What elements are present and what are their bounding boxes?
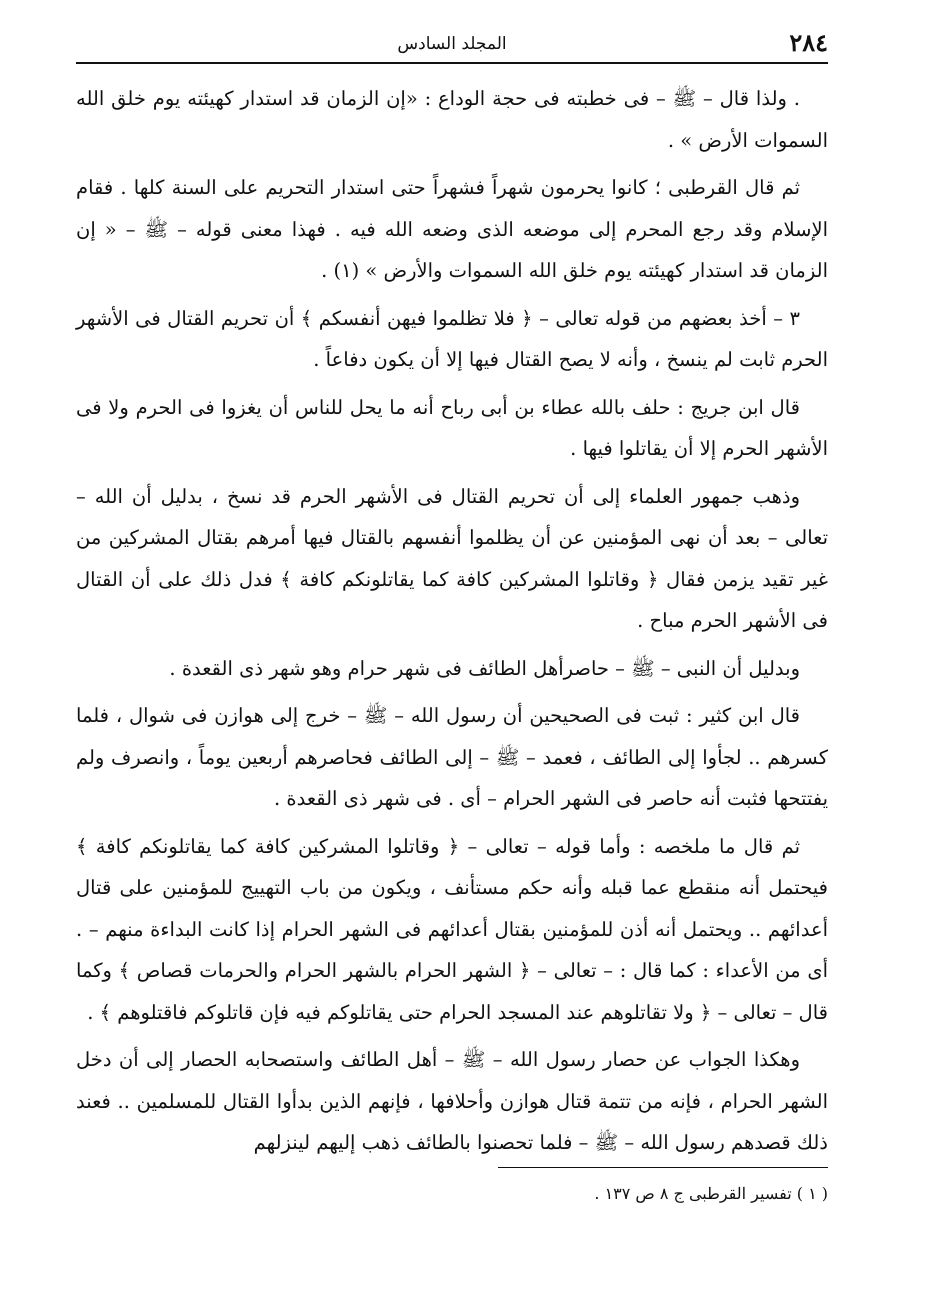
running-title: المجلد السادس bbox=[397, 34, 507, 54]
paragraph: ٣ – أخذ بعضهم من قوله تعالى – ﴿ فلا تظلموا فيهن أنفسكم ﴾ أن تحريم القتال فى الأشهر الحرم ثابت لم ينسخ ، وأنه لا يصح القتال فيها إلا أن يكون دفاعاً . bbox=[76, 306, 828, 371]
book-page bbox=[76, 24, 828, 1284]
page-header bbox=[76, 24, 828, 64]
paragraph: وبدليل أن النبى – ﷺ – حاصرأهل الطائف فى شهر حرام وهو شهر ذى القعدة . bbox=[169, 656, 800, 680]
page-number: ٢٨٤ bbox=[789, 28, 828, 57]
paragraph: قال ابن جريج : حلف بالله عطاء بن أبى رباح أنه ما يحل للناس أن يغزوا فى الحرم ولا فى الأشهر الحرم إلا أن يقاتلوا فيها . bbox=[76, 395, 828, 460]
footnote: ( ١ ) تفسير القرطبى ج ٨ ص ١٣٧ . bbox=[594, 1184, 828, 1203]
paragraph: وهكذا الجواب عن حصار رسول الله – ﷺ – أهل الطائف واستصحابه الحصار إلى أن دخل الشهر الحرام ، فإنه من تتمة قتال هوازن وأحلافها ، فإنهم الذين بدأوا القتال للمسلمين .. فعند ذلك قصدهم رسول الله – ﷺ – فلما تحصنوا بالطائف ذهب إليهم لينزلهم bbox=[76, 1048, 828, 1154]
paragraph: ثم قال ما ملخصه : وأما قوله – تعالى – ﴿ وقاتلوا المشركين كافة كما يقاتلونكم كافة ﴾ فيحتمل أنه منقطع عما قبله وأنه حكم مستأنف ، ويكون من باب التهييج للمؤمنين على قتال أعدائهم .. ويحتمل أنه أذن للمؤمنين بقتال أعدائهم فى الشهر الحرام إذا كانت البداءة منهم – . أى من الأعداء : كما قال : – تعالى – ﴿ الشهر الحرام بالشهر الحرام والحرمات قصاص ﴾ وكما قال – تعالى – ﴿ ولا تقاتلوهم عند المسجد الحرام حتى يقاتلوكم فيه فإن قاتلوكم فاقتلوهم ﴾ . bbox=[76, 834, 828, 1024]
body-text bbox=[76, 78, 828, 1170]
paragraph: ثم قال القرطبى ؛ كانوا يحرمون شهراً فشهراً حتى استدار التحريم على السنة كلها . فقام الإسلام وقد رجع المحرم إلى موضعه الذى وضعه الله فيه . فهذا معنى قوله – ﷺ – « إن الزمان قد استدار كهيئته يوم خلق الله السموات والأرض » (١) . bbox=[76, 176, 828, 282]
paragraph: وذهب جمهور العلماء إلى أن تحريم القتال فى الأشهر الحرم قد نسخ ، بدليل أن الله – تعالى – بعد أن نهى المؤمنين عن أن يظلموا أنفسهم بالقتال فيها أمرهم بقتال المشركين من غير تقيد يزمن فقال ﴿ وقاتلوا المشركين كافة كما يقاتلونكم كافة ﴾ فدل ذلك على أن القتال فى الأشهر الحرم مباح . bbox=[76, 484, 828, 632]
paragraph: قال ابن كثير : ثبت فى الصحيحين أن رسول الله – ﷺ – خرج إلى هوازن فى شوال ، فلما كسرهم .. لجأوا إلى الطائف ، فعمد – ﷺ – إلى الطائف فحاصرهم أربعين يوماً ، وانصرف ولم يفتتحها فثبت أنه حاصر فى الشهر الحرام – أى . فى شهر ذى القعدة . bbox=[76, 704, 828, 810]
footnote-divider bbox=[498, 1167, 828, 1168]
paragraph: . ولذا قال – ﷺ – فى خطبته فى حجة الوداع : «إن الزمان قد استدار كهيئته يوم خلق الله السموات الأرض » . bbox=[76, 87, 828, 152]
